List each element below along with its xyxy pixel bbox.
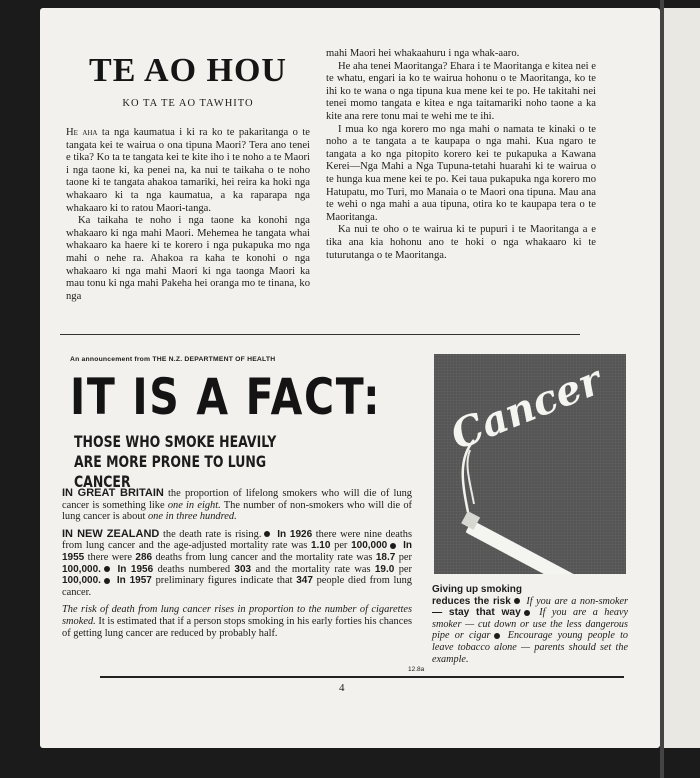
ad-paragraph-risk: The risk of death from lung cancer rises in proportion to the number of cigarettes smoked. It is estimated that if a person stops smoking in his early forties his chances of getting lung cancer are reduced by probably half.: [62, 604, 412, 639]
article-paragraph: He aha ta nga kaumatua i ki ra ko te pakaritanga o te tangata kei te wairua o ona tipuna Maori? Tera ano tenei e tika? Ko ta te tangata kei te kite iho i te noho a te Maori i nga taone ki, ka penei na, ka nui te taikaha o te noho taone ki te tangata ahakoa tamariki, hei reira ka hoki nga whakaaro ki ta nga kaumatua, a ka raparapa nga whakaaro ki to ratou Maori-tanga.: [66, 127, 310, 214]
ad-announcement: An announcement from THE N.Z. DEPARTMENT OF HEALTH: [70, 356, 276, 363]
bullet-icon: [390, 543, 396, 549]
bullet-icon: [494, 633, 500, 639]
ad-code: 12.8a: [408, 666, 425, 673]
section-divider: [60, 334, 580, 335]
cigarette-illustration: [434, 354, 626, 574]
next-page-edge: [664, 8, 700, 748]
article-title: TE AO HOU: [89, 52, 287, 89]
ad-headline: IT IS A FACT:: [70, 368, 382, 426]
lead-caps: He aha: [66, 127, 98, 138]
page-number: 4: [339, 682, 345, 694]
article-paragraph: mahi Maori hei whakaahuru i nga whak-aaro.: [326, 48, 520, 59]
cigarette: [461, 511, 597, 574]
ad-paragraph-new-zealand: IN NEW ZEALAND the death rate is rising. In 1926 there were nine deaths from lung cancer and the age-adjusted mortality rate was 1.10 per 100,000 In 1955 there were 286 deaths from lung cancer and the mortality rate was 18.7 per 100,000. In 1956 deaths numbered 303 and the mortality rate was 19.0 per 100,000. In 1957 preliminary figures indicate that 347 people died from lung cancer.: [62, 527, 413, 598]
article-paragraph: He aha tenei Maoritanga? Ehara i te Maoritanga e kitea nei e te whatu, engari ia ko te wairua hohonu o te Maoritanga, ko te ihi ko te wana o nga tipuna kua mene kei te po. He takitahi nei tenei momo tangata e kitea e nga taitamariki noho taone a ka kite ana rere tonu mai te wehi me te ihi.: [326, 60, 596, 122]
article-subtitle: KO TA TE AO TAWHITO: [122, 98, 254, 109]
ad-subheadline: THOSE WHO SMOKE HEAVILY ARE MORE PRONE TO LUNG CANCER: [74, 432, 277, 491]
bullet-icon: [514, 598, 520, 604]
article-paragraph: I mua ko nga korero mo nga mahi o namata te kinaki o te noho a te tangata a te kaupapa o nga mahi. Kua ngaro te tangata a ko nga pitopito korero kei te pukapuka a Kawana Kerei—Nga Mahi a Nga Tupuna-tetahi huarahi ki te wairua o te hunga kua mene kei te po. Kei taua pukapuka nga korero mo Hatupatu, mo Turi, mo Manaia o te Maori ona tipuna. Mau ana te wehi o nga mahi a aua tipuna, otira ko te kaupapa tera o te Maoritanga.: [326, 123, 596, 223]
article-paragraph: Ka taikaha te noho i nga taone ka konohi nga whakaaro ki nga mahi Maori. Mehemea he tangata whai whakaaro ka haere ki te korero i nga pukapuka mo nga mahi o nehe ra. Ahakoa ra kaha te konohi o nga whakaaro ki nga mahi Maori ki nga taonga Maori ka mau tonu ki nga mahi Pakeha hei oranga mo te tinana, ko nga: [66, 215, 310, 302]
bullet-icon: [104, 578, 110, 584]
bullet-icon: [524, 610, 530, 616]
article-right-column: [326, 48, 596, 262]
bullet-icon: [104, 566, 110, 572]
article-paragraph: Ka nui te oho o te wairua ki te pupuri i te Maoritanga a e tika ana kia hohonu ano te hoki o nga whakaaro ki te tuturutanga o te Maoritanga.: [326, 224, 596, 261]
bullet-icon: [264, 531, 270, 537]
poster-caption: Giving up smoking reduces the risk If you are a non-smoker — stay that way If you are a heavy smoker — cut down or use the less dangerous pipe or cigar Encourage young people to leave tobacco alone — parents should set the example.: [432, 584, 628, 665]
cancer-poster-image: [434, 354, 626, 574]
ad-bottom-rule: [100, 676, 624, 678]
ad-paragraph-great-britain: IN GREAT BRITAIN the proportion of lifelong smokers who will die of lung cancer is something like one in eight. The number of non-smokers who will die of lung cancer is about one in three hundred.: [62, 487, 412, 523]
ad-body: [62, 488, 412, 645]
poster-cancer-word: Cancer: [444, 356, 608, 460]
article-left-column: [66, 52, 310, 303]
